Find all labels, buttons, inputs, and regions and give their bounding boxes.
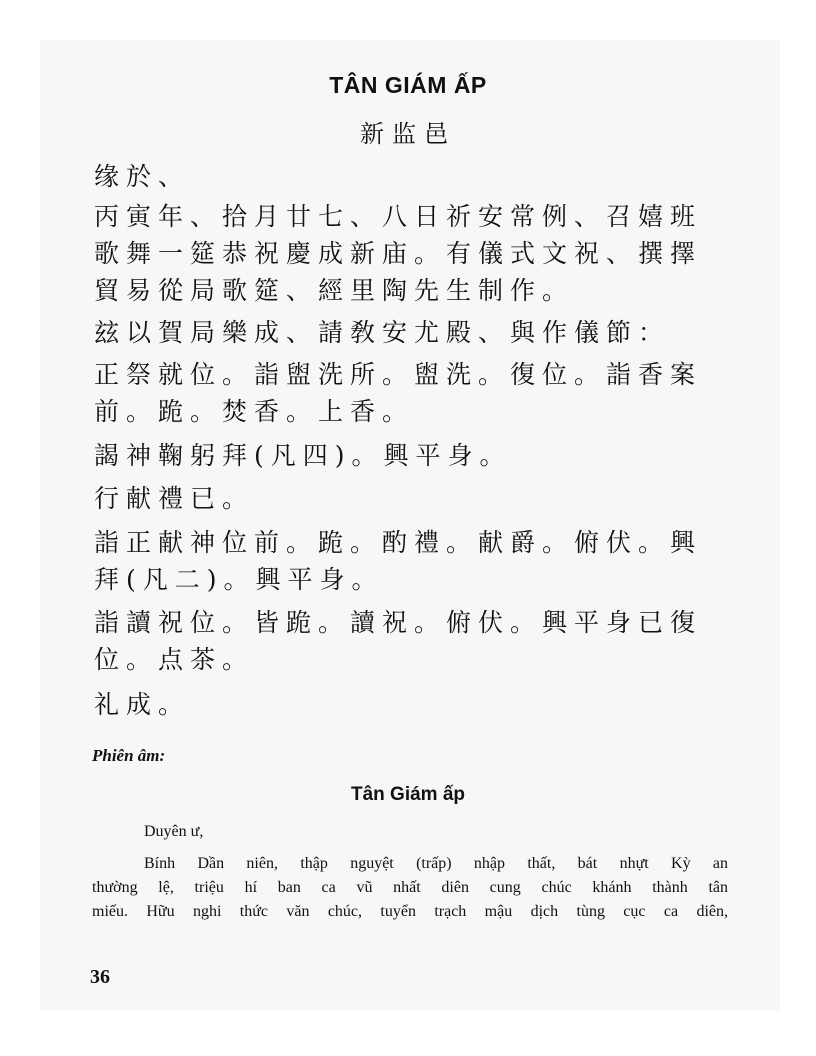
han-line-9: 行献禮已。: [94, 484, 255, 513]
han-line-14: 礼成。: [94, 690, 191, 719]
page-number: 36: [90, 966, 110, 988]
han-line-12: 詣讀祝位。皆跪。讀祝。俯伏。興平身已復: [94, 608, 703, 637]
transcription-line-4: miếu. Hữu nghi thức văn chúc, tuyển trạch mậu dịch tùng cục ca diên,: [92, 903, 728, 920]
han-line-4: 貿易從局歌筵、經里陶先生制作。: [94, 276, 575, 305]
han-line-6: 正祭就位。詣盥洗所。盥洗。復位。詣香案: [94, 360, 703, 389]
han-line-11: 拜(凡二)。興平身。: [94, 565, 384, 594]
transcription-line-1: Duyên ư,: [144, 823, 204, 840]
han-line-8: 謁神鞠躬拜(凡四)。興平身。: [94, 441, 512, 470]
han-line-7: 前。跪。焚香。上香。: [94, 397, 415, 426]
transcription-label: Phiên âm:: [92, 746, 166, 765]
han-line-3: 歌舞一筵恭祝慶成新庙。有儀式文祝、撰擇: [94, 239, 703, 268]
han-title: 新监邑: [360, 120, 456, 148]
han-line-5: 玆以賀局樂成、請敎安尤殿、與作儀節：: [94, 318, 671, 347]
page-title: TÂN GIÁM ẤP: [329, 72, 487, 98]
transcription-title: Tân Giám ấp: [350, 784, 466, 805]
transcription-line-3: thường lệ, triệu hí ban ca vũ nhất diên cung chúc khánh thành tân: [92, 879, 728, 896]
han-line-2: 丙寅年、拾月廿七、八日祈安常例、召嬉班: [94, 202, 703, 231]
han-line-1: 缘於、: [94, 162, 191, 191]
han-line-10: 詣正献神位前。跪。酌禮。献爵。俯伏。興: [94, 528, 703, 557]
transcription-line-2: Bính Dần niên, thập nguyệt (trấp) nhập thất, bát nhựt Kỳ an: [144, 855, 728, 872]
han-line-13: 位。点茶。: [94, 645, 255, 674]
